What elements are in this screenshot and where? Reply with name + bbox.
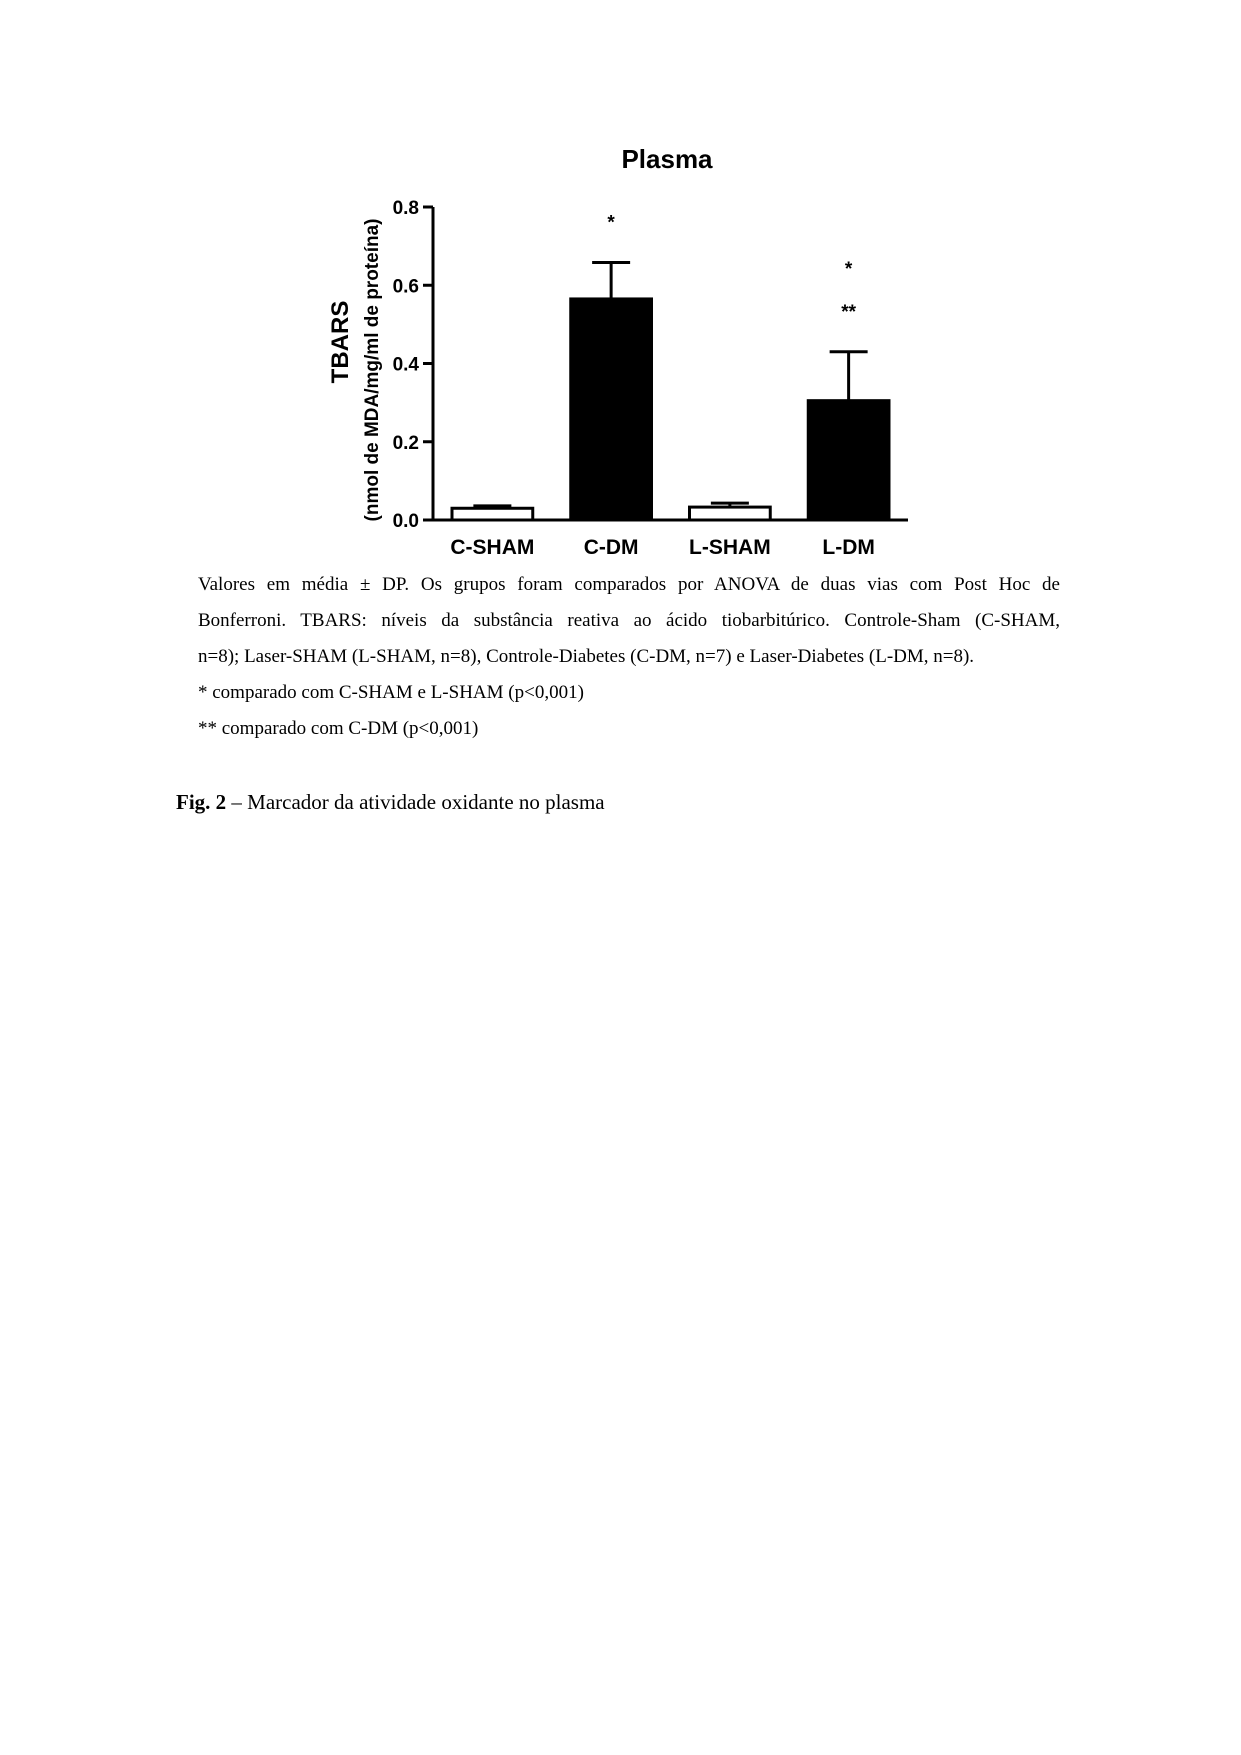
figure-label [176, 790, 605, 815]
y-tick-label: 0.4 [392, 354, 419, 376]
y-axis-subtitle: (nmol de MDA/mg/ml de proteína) [362, 218, 383, 522]
x-category-label: L-SHAM [689, 536, 771, 559]
significance-marker: ** [841, 301, 857, 323]
x-category-label: L-DM [822, 536, 875, 559]
bar-c-dm [571, 299, 652, 520]
plot-area [393, 198, 908, 559]
caption-note-double-star: ** comparado com C-DM (p<0,001) [198, 718, 479, 739]
figure-number: Fig. 2 [176, 790, 227, 814]
y-tick-label: 0.8 [392, 198, 419, 219]
bar-l-sham [690, 507, 771, 520]
y-tick-label: 0.2 [392, 432, 419, 454]
x-category-label: C-SHAM [450, 536, 535, 559]
x-category-label: C-DM [583, 536, 639, 559]
figure-description: – Marcador da atividade oxidante no plasma [226, 790, 605, 814]
caption-note-single-star: * comparado com C-SHAM e L-SHAM (p<0,001) [198, 682, 584, 703]
caption-line-1: Valores em média ± DP. Os grupos foram comparados por ANOVA de duas vias com Post Hoc de [198, 574, 1060, 595]
chart-title: Plasma [621, 144, 713, 174]
significance-marker: * [844, 258, 853, 280]
significance-marker: * [607, 212, 615, 234]
y-tick-label: 0.0 [392, 511, 419, 532]
bar-l-dm [808, 401, 889, 520]
y-tick-label: 0.6 [392, 276, 419, 298]
caption-line-3: n=8); Laser-SHAM (L-SHAM, n=8), Controle-Diabetes (C-DM, n=7) e Laser-Diabetes (L-DM, n=8). [198, 646, 975, 667]
bar-c-sham [452, 508, 533, 520]
y-axis-title: TBARS [327, 300, 354, 384]
caption-line-2: Bonferroni. TBARS: níveis da substância reativa ao ácido tiobarbitúrico. Controle-Sham (C-SHAM, [198, 610, 1060, 631]
